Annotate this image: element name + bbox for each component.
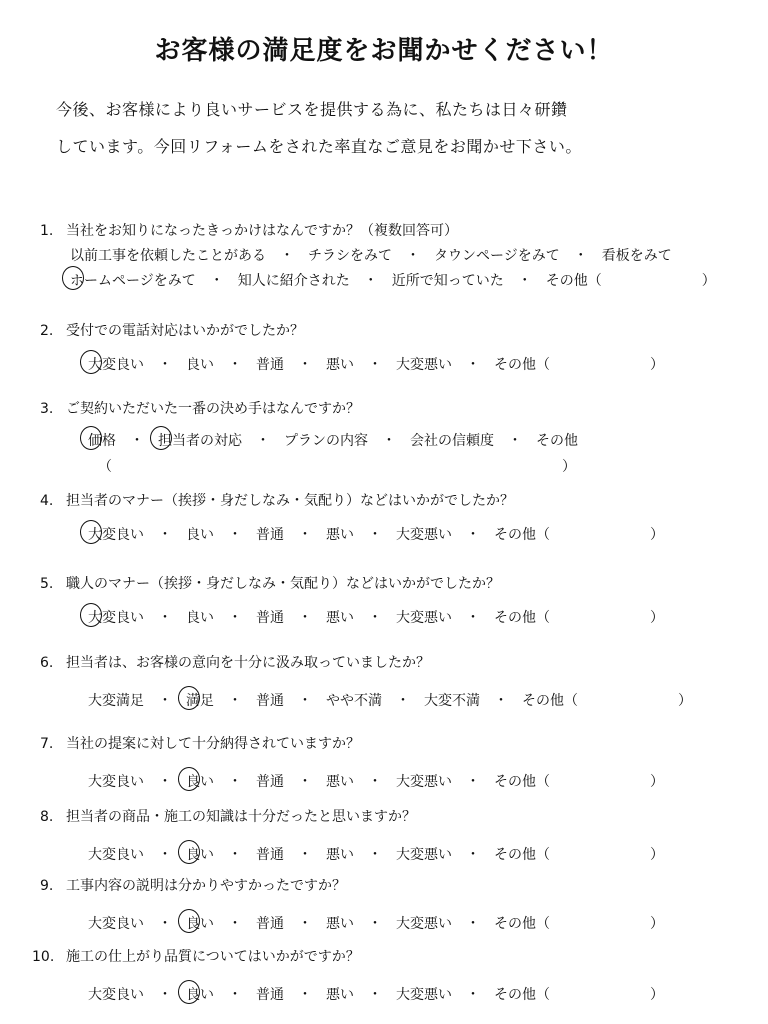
close-paren: ） bbox=[650, 774, 664, 790]
option-item[interactable] bbox=[70, 270, 196, 290]
option-item[interactable] bbox=[494, 913, 550, 933]
option-label: その他（ bbox=[494, 610, 550, 626]
separator: ・ bbox=[209, 273, 224, 289]
option-item[interactable] bbox=[256, 354, 284, 374]
separator: ・ bbox=[228, 916, 242, 932]
option-label: 担当者の対応 bbox=[158, 433, 242, 449]
option-label: 大変良い bbox=[88, 527, 144, 543]
option-label: その他（ bbox=[494, 357, 550, 373]
close-paren: ） bbox=[650, 987, 664, 1003]
option-item[interactable] bbox=[88, 690, 144, 710]
option-item[interactable] bbox=[424, 690, 480, 710]
option-item[interactable] bbox=[396, 984, 452, 1004]
option-item[interactable] bbox=[88, 844, 144, 864]
separator: ・ bbox=[158, 610, 172, 626]
close-paren: ） bbox=[650, 847, 664, 863]
question-text: 職人のマナー（挨拶・身だしなみ・気配り）などはいかがでしたか？ bbox=[66, 576, 500, 592]
intro-line-2: しています。今回リフォームをされた率直なご意見をお聞かせ下さい。 bbox=[56, 137, 582, 156]
close-paren: ） bbox=[562, 459, 576, 475]
question-title bbox=[40, 652, 430, 672]
option-label: 普通 bbox=[256, 693, 284, 709]
question-title bbox=[40, 573, 500, 593]
separator: ・ bbox=[158, 357, 172, 373]
option-label: 普通 bbox=[256, 357, 284, 373]
handwritten-circle-mark bbox=[178, 767, 200, 791]
question-text: 工事内容の説明は分かりやすかったですか？ bbox=[66, 878, 346, 894]
question-title bbox=[40, 320, 304, 340]
question-text: 当社をお知りになったきっかけはなんですか？（複数回答可） bbox=[66, 223, 458, 239]
close-paren: ） bbox=[650, 610, 664, 626]
separator: ・ bbox=[494, 693, 508, 709]
option-label: 近所で知っていた bbox=[391, 273, 504, 289]
option-label: 良い bbox=[186, 916, 214, 932]
handwritten-circle-mark bbox=[178, 840, 200, 864]
option-row bbox=[88, 913, 664, 933]
option-label: 悪い bbox=[326, 357, 354, 373]
option-label: 普通 bbox=[256, 610, 284, 626]
separator: ・ bbox=[466, 847, 480, 863]
option-item[interactable] bbox=[256, 844, 284, 864]
option-label: 普通 bbox=[256, 987, 284, 1003]
question-text: ご契約いただいた一番の決め手はなんですか？ bbox=[66, 401, 360, 417]
option-label: 大変悪い bbox=[396, 847, 452, 863]
option-item[interactable] bbox=[494, 607, 550, 627]
option-item[interactable] bbox=[326, 913, 354, 933]
option-item[interactable] bbox=[396, 771, 452, 791]
option-label: その他（ bbox=[494, 847, 550, 863]
option-row bbox=[88, 430, 578, 450]
question-number: 9. bbox=[40, 878, 54, 894]
option-label: その他 bbox=[536, 433, 578, 449]
option-label: 良い bbox=[186, 527, 214, 543]
separator: ・ bbox=[158, 774, 172, 790]
option-label: その他（ bbox=[494, 774, 550, 790]
separator: ・ bbox=[466, 527, 480, 543]
option-item[interactable] bbox=[186, 771, 214, 791]
option-item[interactable] bbox=[186, 913, 214, 933]
handwritten-circle-mark bbox=[62, 266, 84, 290]
separator: ・ bbox=[368, 610, 382, 626]
option-row bbox=[98, 456, 576, 476]
option-item[interactable] bbox=[326, 984, 354, 1004]
option-label: やや不満 bbox=[326, 693, 382, 709]
separator: ・ bbox=[298, 357, 312, 373]
option-item[interactable] bbox=[396, 524, 452, 544]
separator: ・ bbox=[298, 987, 312, 1003]
separator: ・ bbox=[368, 916, 382, 932]
separator: ・ bbox=[368, 987, 382, 1003]
option-label: 良い bbox=[186, 610, 214, 626]
option-label: タウンページをみて bbox=[434, 248, 560, 264]
option-item[interactable] bbox=[536, 430, 578, 450]
option-item[interactable] bbox=[186, 354, 214, 374]
option-label: 大変満足 bbox=[88, 693, 144, 709]
question-title bbox=[32, 946, 360, 966]
option-item[interactable] bbox=[88, 607, 144, 627]
option-label: 大変悪い bbox=[396, 357, 452, 373]
option-label: 大変良い bbox=[88, 610, 144, 626]
option-item[interactable] bbox=[494, 354, 550, 374]
option-item[interactable] bbox=[326, 844, 354, 864]
separator: ・ bbox=[228, 847, 242, 863]
option-item[interactable] bbox=[256, 984, 284, 1004]
option-label: 悪い bbox=[326, 527, 354, 543]
option-item[interactable] bbox=[546, 270, 602, 290]
handwritten-circle-mark bbox=[80, 520, 102, 544]
question-number: 1. bbox=[40, 223, 54, 239]
option-item[interactable] bbox=[284, 430, 368, 450]
close-paren: ） bbox=[650, 916, 664, 932]
separator: ・ bbox=[158, 847, 172, 863]
separator: ・ bbox=[158, 987, 172, 1003]
option-item[interactable] bbox=[308, 245, 392, 265]
separator: ・ bbox=[256, 433, 270, 449]
option-label: 悪い bbox=[326, 847, 354, 863]
option-label: 大変悪い bbox=[396, 527, 452, 543]
handwritten-circle-mark bbox=[178, 909, 200, 933]
option-item[interactable] bbox=[256, 690, 284, 710]
separator: ・ bbox=[158, 693, 172, 709]
option-item[interactable] bbox=[256, 524, 284, 544]
intro-line-1: 今後、お客様により良いサービスを提供する為に、私たちは日々研鑽 bbox=[56, 100, 568, 119]
handwritten-circle-mark bbox=[150, 426, 172, 450]
question-number: 8. bbox=[40, 809, 54, 825]
option-row bbox=[88, 607, 664, 627]
option-label: 大変不満 bbox=[424, 693, 480, 709]
option-label: 良い bbox=[186, 847, 214, 863]
separator: ・ bbox=[298, 693, 312, 709]
option-item[interactable] bbox=[396, 607, 452, 627]
separator: ・ bbox=[298, 527, 312, 543]
option-label: 悪い bbox=[326, 987, 354, 1003]
option-label: 良い bbox=[186, 357, 214, 373]
question-text: 当社の提案に対して十分納得されていますか？ bbox=[66, 736, 360, 752]
separator: ・ bbox=[298, 610, 312, 626]
separator: ・ bbox=[368, 774, 382, 790]
separator: ・ bbox=[466, 774, 480, 790]
option-item[interactable] bbox=[186, 607, 214, 627]
question-title bbox=[40, 806, 416, 826]
option-item[interactable] bbox=[256, 913, 284, 933]
option-item[interactable] bbox=[186, 984, 214, 1004]
handwritten-circle-mark bbox=[178, 980, 200, 1004]
option-item[interactable] bbox=[392, 270, 504, 290]
option-label: 大変悪い bbox=[396, 610, 452, 626]
option-label: 良い bbox=[186, 987, 214, 1003]
separator: ・ bbox=[158, 527, 172, 543]
option-row bbox=[88, 844, 664, 864]
handwritten-circle-mark bbox=[80, 426, 102, 450]
separator: ・ bbox=[466, 916, 480, 932]
option-label: 悪い bbox=[326, 916, 354, 932]
question-number: 3. bbox=[40, 401, 54, 417]
separator: ・ bbox=[363, 273, 378, 289]
option-label: 大変悪い bbox=[396, 774, 452, 790]
option-label: 大変良い bbox=[88, 357, 144, 373]
option-item[interactable] bbox=[326, 607, 354, 627]
option-label: ホームページをみて bbox=[70, 273, 196, 289]
question-number: 5. bbox=[40, 576, 54, 592]
option-label: その他（ bbox=[494, 527, 550, 543]
option-item[interactable] bbox=[88, 524, 144, 544]
option-item[interactable] bbox=[522, 690, 578, 710]
close-paren: ） bbox=[701, 273, 716, 289]
question-text: 担当者の商品・施工の知識は十分だったと思いますか？ bbox=[66, 809, 416, 825]
option-row bbox=[70, 270, 716, 290]
question-title bbox=[40, 398, 360, 418]
option-label: 普通 bbox=[256, 916, 284, 932]
question-text: 受付での電話対応はいかがでしたか？ bbox=[66, 323, 304, 339]
option-row bbox=[88, 524, 664, 544]
option-label: その他（ bbox=[545, 273, 602, 289]
close-paren: ） bbox=[650, 527, 664, 543]
option-label: 大変良い bbox=[88, 916, 144, 932]
separator: ・ bbox=[228, 693, 242, 709]
option-item[interactable] bbox=[326, 690, 382, 710]
option-label: 悪い bbox=[326, 774, 354, 790]
separator: ・ bbox=[228, 987, 242, 1003]
question-number: 7. bbox=[40, 736, 54, 752]
option-item[interactable] bbox=[88, 354, 144, 374]
option-item[interactable] bbox=[256, 771, 284, 791]
question-title bbox=[40, 490, 514, 510]
option-item[interactable] bbox=[396, 354, 452, 374]
option-label: 知人に紹介された bbox=[237, 273, 350, 289]
option-item[interactable] bbox=[256, 607, 284, 627]
option-item[interactable] bbox=[158, 430, 242, 450]
option-label: その他（ bbox=[494, 987, 550, 1003]
option-label: 以前工事を依頼したことがある bbox=[70, 248, 266, 264]
option-item[interactable] bbox=[70, 245, 266, 265]
option-label: 良い bbox=[186, 774, 214, 790]
separator: ・ bbox=[508, 433, 522, 449]
question-text: 担当者は、お客様の意向を十分に汲み取っていましたか？ bbox=[66, 655, 430, 671]
option-row bbox=[88, 354, 664, 374]
option-row bbox=[88, 690, 692, 710]
separator: ・ bbox=[573, 248, 588, 264]
separator: ・ bbox=[280, 248, 294, 264]
open-paren: （ bbox=[98, 459, 112, 475]
option-row bbox=[88, 771, 664, 791]
option-label: 看板をみて bbox=[601, 248, 672, 264]
option-item[interactable] bbox=[88, 984, 144, 1004]
separator: ・ bbox=[298, 916, 312, 932]
option-item[interactable] bbox=[88, 771, 144, 791]
separator: ・ bbox=[396, 693, 410, 709]
separator: ・ bbox=[368, 527, 382, 543]
option-item[interactable] bbox=[326, 771, 354, 791]
separator: ・ bbox=[158, 916, 172, 932]
question-number: 4. bbox=[40, 493, 54, 509]
option-item[interactable] bbox=[88, 913, 144, 933]
option-label: 会社の信頼度 bbox=[410, 433, 494, 449]
page-title: お客様の満足度をお聞かせください！ bbox=[154, 36, 614, 66]
option-item[interactable] bbox=[434, 245, 560, 265]
separator: ・ bbox=[228, 610, 242, 626]
close-paren: ） bbox=[650, 357, 664, 373]
option-label: 普通 bbox=[256, 774, 284, 790]
option-item[interactable] bbox=[186, 844, 214, 864]
option-label: 普通 bbox=[256, 527, 284, 543]
separator: ・ bbox=[368, 357, 382, 373]
separator: ・ bbox=[466, 357, 480, 373]
option-label: 大変悪い bbox=[396, 987, 452, 1003]
option-item[interactable] bbox=[238, 270, 350, 290]
separator: ・ bbox=[228, 527, 242, 543]
option-item[interactable] bbox=[186, 524, 214, 544]
separator: ・ bbox=[517, 273, 532, 289]
option-label: 大変良い bbox=[88, 774, 144, 790]
option-label: 大変良い bbox=[88, 987, 144, 1003]
option-label: 悪い bbox=[326, 610, 354, 626]
option-label: 普通 bbox=[256, 847, 284, 863]
separator: ・ bbox=[368, 847, 382, 863]
separator: ・ bbox=[406, 248, 420, 264]
option-item[interactable] bbox=[396, 913, 452, 933]
separator: ・ bbox=[466, 987, 480, 1003]
option-item[interactable] bbox=[186, 690, 214, 710]
separator: ・ bbox=[130, 433, 144, 449]
option-label: プランの内容 bbox=[284, 433, 368, 449]
option-item[interactable] bbox=[494, 844, 550, 864]
question-title bbox=[40, 875, 346, 895]
separator: ・ bbox=[298, 774, 312, 790]
separator: ・ bbox=[382, 433, 396, 449]
option-label: チラシをみて bbox=[308, 248, 392, 264]
separator: ・ bbox=[298, 847, 312, 863]
option-label: 大変悪い bbox=[396, 916, 452, 932]
question-text: 担当者のマナー（挨拶・身だしなみ・気配り）などはいかがでしたか？ bbox=[66, 493, 514, 509]
option-label: 満足 bbox=[186, 693, 214, 709]
option-row bbox=[70, 245, 672, 265]
separator: ・ bbox=[228, 357, 242, 373]
option-label: その他（ bbox=[522, 693, 578, 709]
option-label: その他（ bbox=[494, 916, 550, 932]
handwritten-circle-mark bbox=[80, 603, 102, 627]
question-number: 2. bbox=[40, 323, 54, 339]
option-label: 価格 bbox=[88, 433, 116, 449]
handwritten-circle-mark bbox=[80, 350, 102, 374]
option-item[interactable] bbox=[326, 354, 354, 374]
option-label: 大変良い bbox=[88, 847, 144, 863]
option-row bbox=[88, 984, 664, 1004]
separator: ・ bbox=[466, 610, 480, 626]
option-item[interactable] bbox=[602, 245, 672, 265]
question-title bbox=[40, 733, 360, 753]
handwritten-circle-mark bbox=[178, 686, 200, 710]
option-item[interactable] bbox=[326, 524, 354, 544]
option-item[interactable] bbox=[396, 844, 452, 864]
close-paren: ） bbox=[678, 693, 692, 709]
question-title bbox=[40, 220, 458, 240]
option-item[interactable] bbox=[410, 430, 494, 450]
question-number: 6. bbox=[40, 655, 54, 671]
option-item[interactable] bbox=[494, 984, 550, 1004]
question-number: 10. bbox=[32, 949, 55, 965]
question-text: 施工の仕上がり品質についてはいかがですか？ bbox=[66, 949, 360, 965]
separator: ・ bbox=[228, 774, 242, 790]
option-item[interactable] bbox=[494, 524, 550, 544]
option-item[interactable] bbox=[88, 430, 116, 450]
option-item[interactable] bbox=[494, 771, 550, 791]
